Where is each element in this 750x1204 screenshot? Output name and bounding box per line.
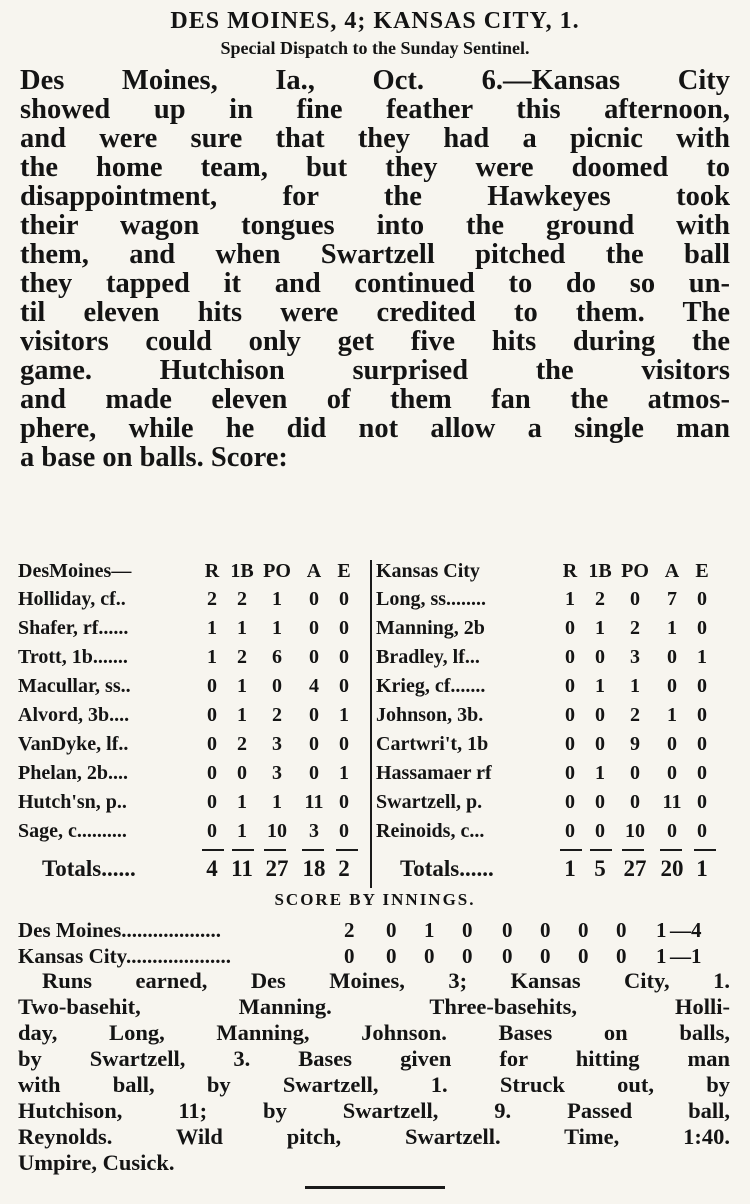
body-line: the home team, but they were doomed to <box>20 152 730 183</box>
stat-cell: 0 <box>309 762 319 784</box>
inning-run: 0 <box>578 918 589 942</box>
stat-cell: 1 <box>207 646 217 668</box>
player-name: Krieg, cf....... <box>376 675 486 697</box>
stat-cell: 0 <box>697 617 707 639</box>
table-row <box>18 617 370 643</box>
subhead: Special Dispatch to the Sunday Sentinel. <box>220 38 530 58</box>
article-body <box>20 66 730 472</box>
stat-cell: E <box>695 560 709 582</box>
player-name: Kansas City <box>376 560 480 582</box>
body-line: visitors could only get five hits during the <box>20 326 730 357</box>
stat-cell: 0 <box>309 588 319 610</box>
totals-rule <box>264 849 286 851</box>
player-name: Sage, c.......... <box>18 820 127 842</box>
player-name: Reinoids, c... <box>376 820 485 842</box>
table-row <box>18 820 370 846</box>
inning-run: 0 <box>462 918 473 942</box>
stat-cell: E <box>337 560 351 582</box>
stat-cell: 1 <box>237 675 247 697</box>
inning-run: 0 <box>386 944 397 968</box>
inning-run: 0 <box>502 944 513 968</box>
player-name: Hutch'sn, p.. <box>18 791 127 813</box>
stat-cell: A <box>306 560 322 582</box>
inning-run: 1 <box>424 918 435 942</box>
inning-run: 0 <box>616 918 627 942</box>
stat-cell: 0 <box>630 791 640 813</box>
stat-cell: 0 <box>697 733 707 755</box>
totals-cell: 18 <box>302 856 326 881</box>
inning-run: 0 <box>540 944 551 968</box>
stat-cell: 0 <box>595 646 605 668</box>
stat-cell: A <box>664 560 680 582</box>
table-row <box>376 820 728 846</box>
summary-line: Umpire, Cusick. <box>18 1150 175 1175</box>
table-row <box>18 675 370 701</box>
headline: DES MOINES, 4; KANSAS CITY, 1. <box>170 8 580 34</box>
stat-cell: 0 <box>207 675 217 697</box>
stat-cell: 11 <box>662 791 682 813</box>
stat-cell: 0 <box>207 733 217 755</box>
innings-row <box>18 918 730 944</box>
player-name: Hassamaer rf <box>376 762 492 784</box>
stat-cell: 6 <box>272 646 282 668</box>
stat-cell: 0 <box>565 762 575 784</box>
stat-cell: 4 <box>309 675 319 697</box>
stat-cell: 0 <box>339 588 349 610</box>
totals-cell: 27 <box>623 856 647 881</box>
stat-cell: 0 <box>697 704 707 726</box>
table-row <box>18 588 370 614</box>
body-line: disappointment, for the Hawkeyes took <box>20 181 730 212</box>
inning-total: —4 <box>670 918 702 942</box>
stat-cell: PO <box>263 560 291 582</box>
stat-cell: 9 <box>630 733 640 755</box>
stat-cell: 0 <box>237 762 247 784</box>
inning-run: 0 <box>578 944 589 968</box>
totals-cell: 1 <box>696 856 708 881</box>
body-line: they tapped it and continued to do so un- <box>20 268 730 299</box>
inning-run: 0 <box>424 944 435 968</box>
summary-line: Reynolds. Wild pitch, Swartzell. Time, 1:40. <box>18 1124 730 1149</box>
player-name: Alvord, 3b.... <box>18 704 130 726</box>
stat-cell: 0 <box>339 675 349 697</box>
totals-label: Totals...... <box>42 856 136 881</box>
stat-cell: 2 <box>207 588 217 610</box>
stat-cell: 0 <box>272 675 282 697</box>
stat-cell: 0 <box>667 646 677 668</box>
totals-cell: 4 <box>206 856 218 881</box>
stat-cell: 2 <box>595 588 605 610</box>
stat-cell: 1 <box>237 820 247 842</box>
totals-rule <box>694 849 716 851</box>
table-row <box>376 791 728 817</box>
stat-cell: 0 <box>595 820 605 842</box>
stat-cell: 0 <box>697 791 707 813</box>
stat-cell: 0 <box>565 704 575 726</box>
summary-line: with ball, by Swartzell, 1. Struck out, by <box>18 1072 730 1097</box>
body-line: showed up in fine feather this afternoon, <box>20 94 730 125</box>
body-line: game. Hutchison surprised the visitors <box>20 355 730 386</box>
stat-cell: PO <box>621 560 649 582</box>
totals-rule <box>232 849 254 851</box>
table-row <box>376 646 728 672</box>
stat-cell: 1 <box>339 704 349 726</box>
inning-run: 2 <box>344 918 355 942</box>
totals-rule <box>622 849 644 851</box>
inning-run: 0 <box>462 944 473 968</box>
stat-cell: 0 <box>309 617 319 639</box>
table-row <box>376 617 728 643</box>
inning-run: 1 <box>656 944 667 968</box>
stat-cell: 3 <box>272 762 282 784</box>
body-line: and made eleven of them fan the atmos- <box>20 384 730 415</box>
body-line: til eleven hits were credited to them. The <box>20 297 730 328</box>
stat-cell: 0 <box>207 704 217 726</box>
stat-cell: 1 <box>207 617 217 639</box>
stat-cell: 10 <box>625 820 645 842</box>
summary-line: day, Long, Manning, Johnson. Bases on balls, <box>18 1020 730 1045</box>
totals-label: Totals...... <box>400 856 494 881</box>
body-line: them, and when Swartzell pitched the ball <box>20 239 730 270</box>
stat-cell: 0 <box>630 762 640 784</box>
body-line: and were sure that they had a picnic with <box>20 123 730 154</box>
player-name: Trott, 1b....... <box>18 646 128 668</box>
totals-cell: 2 <box>338 856 350 881</box>
summary-line: Hutchison, 11; by Swartzell, 9. Passed ball, <box>18 1098 730 1123</box>
body-line: their wagon tongues into the ground with <box>20 210 730 241</box>
stat-cell: 0 <box>697 762 707 784</box>
stat-cell: 2 <box>237 646 247 668</box>
body-line: Des Moines, Ia., Oct. 6.—Kansas City <box>20 65 730 96</box>
player-name: Shafer, rf...... <box>18 617 129 639</box>
table-row <box>18 646 370 672</box>
body-line: a base on balls. Score: <box>20 442 288 473</box>
stat-cell: 3 <box>630 646 640 668</box>
stat-cell: 1 <box>272 617 282 639</box>
stat-cell: 0 <box>207 791 217 813</box>
stat-cell: 0 <box>565 820 575 842</box>
totals-rule <box>560 849 582 851</box>
summary-line: by Swartzell, 3. Bases given for hitting man <box>18 1046 730 1071</box>
stat-cell: 10 <box>267 820 287 842</box>
table-row <box>376 762 728 788</box>
player-name: DesMoines— <box>18 560 132 582</box>
stat-cell: 0 <box>697 675 707 697</box>
table-row <box>18 733 370 759</box>
end-rule <box>305 1186 445 1189</box>
stat-cell: 1 <box>697 646 707 668</box>
stat-cell: 1 <box>595 762 605 784</box>
stat-cell: 1 <box>237 704 247 726</box>
totals-rule <box>336 849 358 851</box>
totals-rule <box>590 849 612 851</box>
stat-cell: 0 <box>595 791 605 813</box>
player-name: VanDyke, lf.. <box>18 733 129 755</box>
stat-cell: 11 <box>304 791 324 813</box>
stat-cell: 1 <box>630 675 640 697</box>
table-header <box>18 560 370 586</box>
stat-cell: 0 <box>339 733 349 755</box>
inning-run: 0 <box>386 918 397 942</box>
stat-cell: 0 <box>309 704 319 726</box>
stat-cell: 2 <box>630 704 640 726</box>
stat-cell: 0 <box>667 820 677 842</box>
stat-cell: 1 <box>272 588 282 610</box>
totals-cell: 20 <box>660 856 684 881</box>
stat-cell: 0 <box>595 704 605 726</box>
totals-cell: 1 <box>564 856 576 881</box>
stat-cell: 7 <box>667 588 677 610</box>
totals-rule <box>660 849 682 851</box>
stat-cell: 0 <box>697 820 707 842</box>
stat-cell: 0 <box>339 646 349 668</box>
stat-cell: 0 <box>667 675 677 697</box>
stat-cell: 0 <box>339 820 349 842</box>
player-name: Manning, 2b <box>376 617 485 639</box>
stat-cell: 0 <box>565 733 575 755</box>
player-name: Cartwri't, 1b <box>376 733 489 755</box>
stat-cell: 2 <box>237 733 247 755</box>
stat-cell: 3 <box>309 820 319 842</box>
table-row <box>376 675 728 701</box>
stat-cell: 0 <box>309 646 319 668</box>
summary-line: Runs earned, Des Moines, 3; Kansas City, 1. <box>42 968 730 993</box>
stat-cell: R <box>204 560 220 582</box>
stat-cell: 1 <box>272 791 282 813</box>
innings-row <box>18 944 730 970</box>
stat-cell: 0 <box>667 762 677 784</box>
stat-cell: 0 <box>207 762 217 784</box>
team-name: Des Moines................... <box>18 918 221 942</box>
team-name: Kansas City.................... <box>18 944 231 968</box>
totals-cell: 11 <box>231 856 253 881</box>
summary-line: Two-basehit, Manning. Three-basehits, Holli- <box>18 994 730 1019</box>
table-header <box>376 560 728 586</box>
column-divider <box>370 560 372 888</box>
player-name: Bradley, lf... <box>376 646 480 668</box>
stat-cell: 0 <box>630 588 640 610</box>
stat-cell: 0 <box>207 820 217 842</box>
inning-total: —1 <box>670 944 702 968</box>
box-score <box>18 560 730 881</box>
player-name: Macullar, ss.. <box>18 675 131 697</box>
table-row <box>376 704 728 730</box>
totals-cell: 5 <box>594 856 606 881</box>
stat-cell: 0 <box>565 791 575 813</box>
totals-rule <box>302 849 324 851</box>
stat-cell: 0 <box>697 588 707 610</box>
game-summary <box>18 968 730 1176</box>
table-row <box>18 762 370 788</box>
stat-cell: 0 <box>565 675 575 697</box>
stat-cell: 3 <box>272 733 282 755</box>
stat-cell: 1 <box>667 704 677 726</box>
stat-cell: 1 <box>237 617 247 639</box>
player-name: Long, ss........ <box>376 588 487 610</box>
stat-cell: 1B <box>230 560 254 582</box>
player-name: Johnson, 3b. <box>376 704 484 726</box>
stat-cell: 1 <box>595 617 605 639</box>
inning-run: 0 <box>540 918 551 942</box>
table-row <box>376 733 728 759</box>
innings-title: SCORE BY INNINGS. <box>274 890 476 909</box>
inning-run: 1 <box>656 918 667 942</box>
stat-cell: 1B <box>588 560 612 582</box>
stat-cell: 0 <box>565 646 575 668</box>
stat-cell: 1 <box>237 791 247 813</box>
stat-cell: 1 <box>339 762 349 784</box>
stat-cell: 0 <box>667 733 677 755</box>
stat-cell: R <box>562 560 578 582</box>
totals-rule <box>202 849 224 851</box>
table-row <box>18 791 370 817</box>
stat-cell: 1 <box>667 617 677 639</box>
table-row <box>376 588 728 614</box>
stat-cell: 0 <box>339 617 349 639</box>
inning-run: 0 <box>502 918 513 942</box>
stat-cell: 0 <box>565 617 575 639</box>
stat-cell: 1 <box>595 675 605 697</box>
stat-cell: 1 <box>565 588 575 610</box>
stat-cell: 0 <box>595 733 605 755</box>
table-row <box>18 704 370 730</box>
player-name: Phelan, 2b.... <box>18 762 129 784</box>
inning-run: 0 <box>616 944 627 968</box>
player-name: Holliday, cf.. <box>18 588 126 610</box>
body-line: phere, while he did not allow a single man <box>20 413 730 444</box>
stat-cell: 2 <box>272 704 282 726</box>
stat-cell: 2 <box>237 588 247 610</box>
inning-run: 0 <box>344 944 355 968</box>
totals-cell: 27 <box>265 856 289 881</box>
stat-cell: 0 <box>309 733 319 755</box>
player-name: Swartzell, p. <box>376 791 483 813</box>
stat-cell: 0 <box>339 791 349 813</box>
stat-cell: 2 <box>630 617 640 639</box>
